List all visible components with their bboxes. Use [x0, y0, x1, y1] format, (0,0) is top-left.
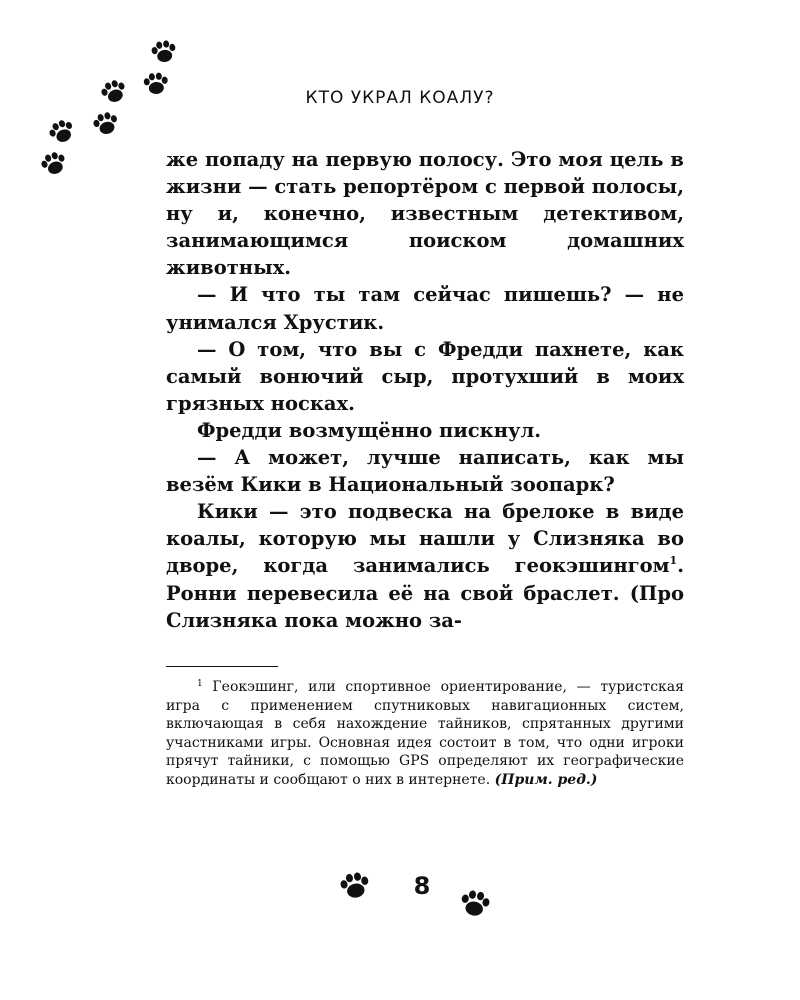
paw-print-icon [456, 887, 494, 920]
paw-print-icon [44, 115, 80, 149]
paragraph: Фредди возмущённо пискнул. [197, 418, 542, 442]
footnote-reference: 1 [669, 554, 678, 568]
footnote-text: Геокэшинг, или спортивное ориентирование, — туристская игра с применением спутниковых навигационных систем, включающая в себя нахождение тайников, спрятанных другими участниками игры. Основная идея состоит в том, что одни игроки прячут тайники, с помощью GPS определяют их географические координаты и сообщают о них в интернете. [166, 679, 684, 788]
paw-print-icon [148, 38, 180, 66]
footnote-divider [166, 666, 278, 667]
main-text [166, 146, 684, 634]
paw-print-icon [336, 869, 374, 902]
paragraph: — О том, что вы с Фредди пахнете, как самый вонючий сыр, протухший в моих грязных носках. [166, 337, 684, 415]
page-number: 8 [413, 872, 431, 900]
running-title: КТО УКРАЛ КОАЛУ? [305, 88, 495, 108]
paw-print-icon [141, 71, 171, 97]
paragraph: же попаду на первую полосу. Это моя цель в жизни — стать репортёром с первой полосы, ну и, конечно, известным детективом, занимающимся поиском домашних животных. [166, 148, 684, 280]
editor-note: (Прим. ред.) [494, 771, 598, 788]
footnote-marker: 1 [197, 679, 203, 689]
paragraph-text: . Ронни перевесила её на свой браслет. (Про Слизняка пока можно за- [166, 554, 684, 632]
paragraph [166, 498, 684, 633]
paragraph: — И что ты там сейчас пишешь? — не унимался Хрустик. [166, 283, 684, 334]
paragraph: — А может, лучше написать, как мы везём Кики в Национальный зоопарк? [166, 446, 684, 497]
footnote [166, 678, 684, 790]
paw-print-icon [37, 148, 72, 180]
paw-print-icon [97, 76, 132, 108]
paragraph-text: Кики — это подвеска на брелоке в виде коалы, которую мы нашли у Слизняка во дворе, когда занимались геокэшингом [166, 500, 684, 578]
paw-print-icon [89, 109, 122, 139]
